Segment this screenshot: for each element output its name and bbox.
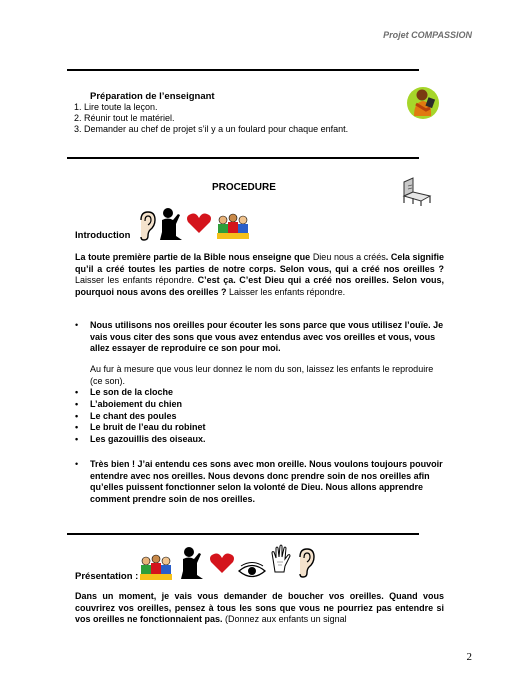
list-item: • Le bruit de l’eau du robinet xyxy=(75,422,206,434)
chair-icon xyxy=(400,176,434,206)
list-item: • Le chant des poules xyxy=(75,411,206,423)
intro-text: C’est ça. C’est Dieu qui a créé nos oreilles. Selon vous, pourquoi nous avons des oreilles ? xyxy=(75,275,444,297)
intro-text: Laisser les enfants répondre. xyxy=(75,275,198,286)
page-number: 2 xyxy=(466,651,472,663)
children-group-icon xyxy=(138,553,174,581)
section-divider xyxy=(67,157,419,159)
intro-text: Dieu nous a créés xyxy=(312,252,386,262)
ear-icon xyxy=(137,210,157,242)
header-project: Projet COMPASSION xyxy=(383,30,472,40)
intro-text: La toute première partie de la Bible nous enseigne que xyxy=(75,252,313,262)
section-divider xyxy=(67,69,419,71)
procedure-title: PROCEDURE xyxy=(212,182,276,193)
presentation-label: Présentation : xyxy=(75,571,139,582)
preparation-title: Préparation de l’enseignant xyxy=(90,91,215,102)
bullet-ears-sounds: Nous utilisons nos oreilles pour écouter les sons parce que vous utilisez l’ouïe. Je vais vous citer des sons que vous avez entendus avec vos oreilles et vous, vous allez essayer de reproduire ce son pour moi. xyxy=(90,320,444,354)
sound-instruction-note: Au fur à mesure que vous leur donnez le nom du son, laissez les enfants le reproduire (ce son). xyxy=(90,364,434,386)
ear-icon xyxy=(296,547,316,579)
presentation-paragraph xyxy=(75,591,444,626)
list-item: • L’aboiement du chien xyxy=(75,399,206,411)
heart-icon xyxy=(209,552,235,574)
children-group-icon xyxy=(215,212,251,240)
preparation-item: 3. Demander au chef de projet s’il y a un foulard pour chaque enfant. xyxy=(74,124,349,134)
preparation-list xyxy=(74,102,348,135)
presentation-text: Dans un moment, je vais vous demander de boucher vos oreilles. Quand vous couvrirez vos oreilles, pensez à tous les sons que vous ne pourriez pas entendre si vos oreilles ne fonctionnaient pas. xyxy=(75,591,444,625)
heart-icon xyxy=(186,212,212,234)
eye-icon xyxy=(238,563,266,579)
presentation-text: (Donnez aux enfants un signal xyxy=(222,614,347,625)
sounds-list xyxy=(75,387,206,446)
bullet-protect-ears: Très bien ! J’ai entendu ces sons avec mon oreille. Nous voulons toujours pouvoir entendre avec nos oreilles. Nous devons donc prendre soin de nos oreilles afin qu’elles puissent fonctionner selon la volonté de Dieu. Nous allons apprendre comment prendre soin de nos oreilles. xyxy=(90,459,443,504)
praying-child-icon xyxy=(156,206,186,242)
preparation-item: 2. Réunir tout le matériel. xyxy=(74,113,175,123)
preparation-item: 1. Lire toute la leçon. xyxy=(74,102,158,112)
introduction-paragraph xyxy=(75,252,444,298)
section-divider xyxy=(67,533,419,535)
bullet-marker: • xyxy=(75,459,79,469)
hand-icon xyxy=(270,544,292,574)
praying-child-icon xyxy=(177,545,207,581)
list-item: • Le son de la cloche xyxy=(75,387,206,399)
bullet-marker: • xyxy=(75,320,79,330)
teacher-icon xyxy=(404,84,442,122)
intro-text: Laisser les enfants répondre. xyxy=(226,286,346,297)
introduction-label: Introduction xyxy=(75,230,131,241)
list-item: • Les gazouillis des oiseaux. xyxy=(75,434,206,446)
intro-text: . Cela signifie qu’il a créé toutes les parties de notre corps. Selon vous, qui a créé nos oreilles ? xyxy=(75,252,444,274)
